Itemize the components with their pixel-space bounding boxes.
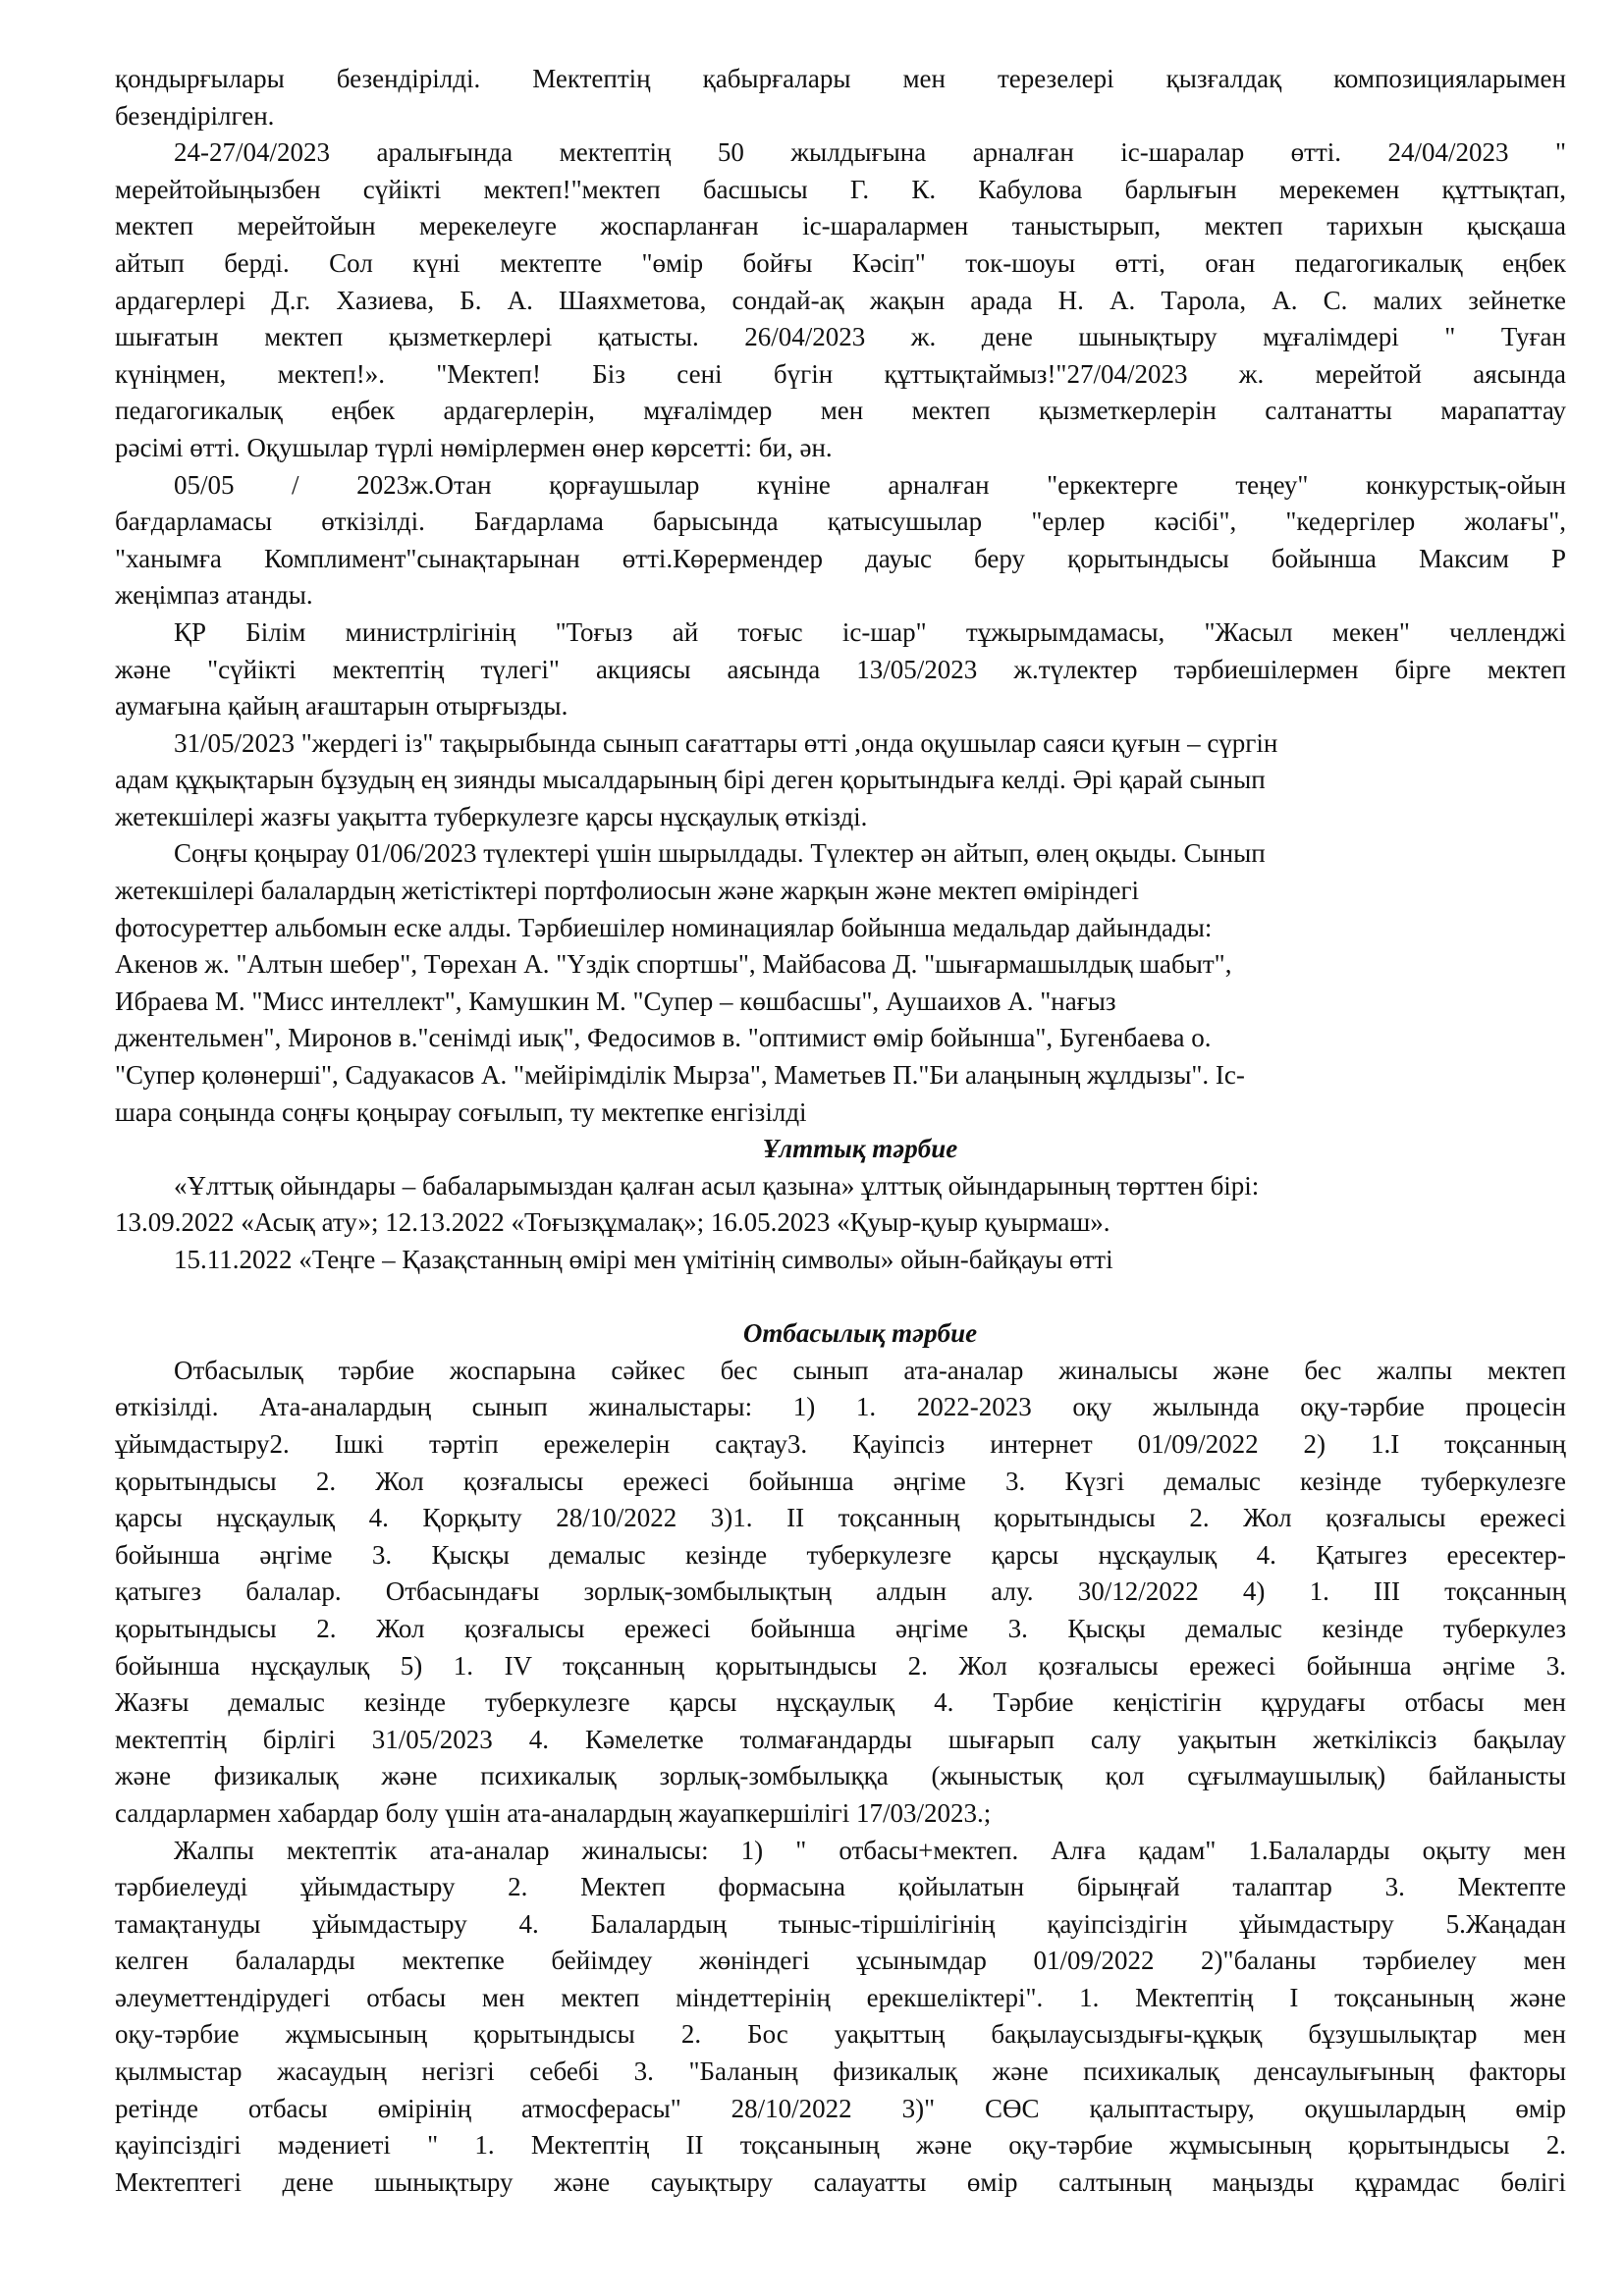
paragraph xyxy=(115,725,1566,836)
text-line: Мектептегі дене шынықтыру және сауықтыру салауатты өмір салтының маңызды құрамдас бөлігі xyxy=(115,2166,1566,2197)
text-line: қатыгез балалар. Отбасындағы зорлық-зомбылықтың алдын алу. 30/12/2022 4) 1. III тоқсанның xyxy=(115,1576,1566,1607)
text-line: тамақтануды ұйымдастыру 4. Балалардың тыныс-тіршілігінің қауіпсіздігін ұйымдастыру 5.Жаңадан xyxy=(115,1908,1566,1939)
text-line: қорытындысы 2. Жол қозғалысы ережесі бойынша әңгіме 3. Қысқы демалыс кезінде туберкулез xyxy=(115,1613,1566,1643)
paragraph xyxy=(115,1833,1566,2202)
text-line: мектеп мерейтойын мерекелеуге жоспарланған іс-шаралармен таныстырып, мектеп тарихын қысқаша xyxy=(115,211,1566,241)
text-line: ҚР Білім министрлігінің "Тоғыз ай тоғыс іс-шар" тұжырымдамасы, "Жасыл мекен" челленджі xyxy=(174,616,1566,647)
paragraph xyxy=(115,1353,1566,1833)
paragraph xyxy=(115,614,1566,725)
text-line: өткізілді. Ата-аналардың сынып жиналыстары: 1) 1. 2022-2023 оқу жылында оқу-тәрбие процесін xyxy=(115,1392,1566,1422)
text-line: рәсімі өтті. Оқушылар түрлі нөмірлермен өнер көрсетті: би, ән. xyxy=(115,432,833,462)
text-line: «Ұлттық ойындары – бабаларымыздан қалған асыл қазына» ұлттық ойындарының төрттен бірі: xyxy=(174,1170,1260,1201)
text-line: келген балаларды мектепке бейімдеу жөніндегі ұсынымдар 01/09/2022 2)"баланы тәрбиелеу мен xyxy=(115,1946,1566,1976)
text-line: күніңмен, мектеп!». "Мектеп! Біз сені бүгін құттықтаймыз!"27/04/2023 ж. мерейтой аясында xyxy=(115,358,1566,389)
text-line: Жазғы демалыс кезінде туберкулезге қарсы нұсқаулық 4. Тәрбие кеңістігін құрудағы отбасы мен xyxy=(115,1687,1566,1718)
text-line: қондырғылары безендірілді. Мектептің қабырғалары мен терезелері қызғалдақ композицияларымен xyxy=(115,64,1566,93)
text-line: жетекшілері балалардың жетістіктері портфолиосын және жарқын және мектеп өміріндегі xyxy=(115,876,1140,906)
section-heading: Отбасылық тәрбие xyxy=(742,1318,978,1349)
text-line: қорытындысы 2. Жол қозғалысы ережесі бойынша әңгіме 3. Күзгі демалыс кезінде туберкулезге xyxy=(115,1466,1566,1496)
text-line: мектептің бірлігі 31/05/2023 4. Кәмелетке толмағандарды шығарып салу уақытын жеткіліксіз бақылау xyxy=(115,1724,1566,1754)
text-line: 24-27/04/2023 аралығында мектептің 50 жылдығына арналған іс-шаралар өтті. 24/04/2023 " xyxy=(174,137,1566,168)
text-line: әлеуметтендірудегі отбасы мен мектеп міндеттерінің ерекшеліктері". 1. Мектептің I тоқсанының және xyxy=(115,1982,1566,2012)
text-line: 05/05 / 2023ж.Отан қорғаушылар күніне арналған "еркектерге теңеу" конкурстық-ойын xyxy=(174,469,1566,500)
text-line: және физикалық және психикалық зорлық-зомбылыққа (жыныстық қол сұғылмаушылық) байланысты xyxy=(115,1761,1566,1791)
paragraph xyxy=(115,835,1566,1131)
text-line: салдарлармен хабардар болу үшін ата-аналардың жауапкершілігі 17/03/2023.; xyxy=(115,1797,992,1828)
text-line: және "сүйікті мектептің түлегі" акциясы аясында 13/05/2023 ж.түлектер тәрбиешілермен бірге мектеп xyxy=(115,654,1566,684)
text-line: шығатын мектеп қызметкерлері қатысты. 26/04/2023 ж. дене шынықтыру мұғалімдері " Туған xyxy=(115,322,1566,352)
text-line: "Супер қолөнерші", Садуакасов А. "мейірімділік Мырза", Маметьев П."Би алаңының жұлдызы". Іс- xyxy=(115,1060,1245,1091)
text-line: фотосуреттер альбомын еске алды. Тәрбиешілер номинациялар бойынша медальдар дайындады: xyxy=(115,912,1213,942)
text-line: Соңғы қоңырау 01/06/2023 түлектері үшін шырылдады. Түлектер ән айтып, өлең оқыды. Сынып xyxy=(174,838,1266,869)
text-line: ұйымдастыру2. Ішкі тәртіп ережелерін сақтау3. Қауіпсіз интернет 01/09/2022 2) 1.I тоқсанның xyxy=(115,1428,1566,1459)
document-page xyxy=(115,61,1566,2201)
text-line: "ханымға Комплимент"сынақтарынан өтті.Көрермендер дауыс беру қорытындысы бойынша Максим Р xyxy=(115,543,1566,573)
text-line: джентельмен", Миронов в."сенімді иық", Федосимов в. "оптимист өмір бойынша", Бугенбаева о. xyxy=(115,1023,1212,1053)
text-line: қарсы нұсқаулық 4. Қорқыту 28/10/2022 3)1. II тоқсанның қорытындысы 2. Жол қозғалысы ережесі xyxy=(115,1503,1566,1533)
text-line: оқу-тәрбие жұмысының қорытындысы 2. Бос уақыттың бақылаусыздығы-құқық бұзушылықтар мен xyxy=(115,2019,1566,2050)
spacer xyxy=(115,1279,1566,1316)
text-line: Отбасылық тәрбие жоспарына сәйкес бес сынып ата-аналар жиналысы және бес жалпы мектеп xyxy=(174,1355,1566,1385)
text-line: қауіпсіздігі мәдениеті " 1. Мектептің II тоқсанының және оқу-тәрбие жұмысының қорытындысы 2. xyxy=(115,2130,1566,2161)
paragraph xyxy=(115,1242,1566,1279)
section-heading: Ұлттық тәрбие xyxy=(762,1134,958,1164)
text-line: жетекшілері жазғы уақытта туберкулезге қарсы нұсқаулық өткізді. xyxy=(115,801,868,831)
text-line: тәрбиелеуді ұйымдастыру 2. Мектеп формасына қойылатын бірыңғай талаптар 3. Мектепте xyxy=(115,1872,1566,1902)
text-line: жеңімпаз атанды. xyxy=(115,580,313,611)
text-line: бағдарламасы өткізілді. Бағдарлама барысында қатысушылар "ерлер кәсібі", "кедергілер жолағы", xyxy=(115,507,1566,537)
text-line: мерейтойыңызбен сүйікті мектеп!"мектеп басшысы Г. К. Кабулова барлығын мерекемен құттықтап, xyxy=(115,174,1566,204)
text-line: 15.11.2022 «Теңге – Қазақстанның өмірі мен үмітінің символы» ойын-байқауы өтті xyxy=(174,1245,1113,1274)
text-line: Жалпы мектептік ата-аналар жиналысы: 1) " отбасы+мектеп. Алға қадам" 1.Балаларды оқыту мен xyxy=(174,1835,1566,1865)
paragraph xyxy=(115,467,1566,614)
text-line: адам құқықтарын бұзудың ең зиянды мысалдарының бірі деген қорытындыға келді. Әрі қарай сынып xyxy=(115,765,1266,795)
text-line: педагогикалық еңбек ардагерлерін, мұғалімдер мен мектеп қызметкерлерін салтанатты марапаттау xyxy=(115,396,1566,426)
text-line: қылмыстар жасаудың негізгі себебі 3. "Баланың физикалық және психикалық денсаулығының факторы xyxy=(115,2056,1566,2087)
text-line: бойынша нұсқаулық 5) 1. IV тоқсанның қорытындысы 2. Жол қозғалысы ережесі бойынша әңгіме 3. xyxy=(115,1650,1566,1681)
paragraph xyxy=(115,61,1566,134)
text-line: 13.09.2022 «Асық ату»; 12.13.2022 «Тоғызқұмалақ»; 16.05.2023 «Қуыр-қуыр қуырмаш». xyxy=(115,1207,1110,1238)
text-line: безендірілген. xyxy=(115,100,275,131)
text-line: 31/05/2023 "жердегі із" тақырыбында сынып сағаттары өтті ,онда оқушылар саяси қуғын – сүргін xyxy=(174,727,1278,758)
text-line: ретінде отбасы өмірінің атмосферасы" 28/10/2022 3)" СӨС қалыптастыру, оқушылардың өмір xyxy=(115,2093,1566,2123)
text-line: айтып берді. Сол күні мектепте "өмір бойғы Кәсіп" ток-шоуы өтті, оған педагогикалық еңбек xyxy=(115,247,1566,278)
paragraph xyxy=(115,1168,1566,1242)
text-line: аумағына қайың ағаштарын отырғызды. xyxy=(115,691,568,721)
text-line: Акенов ж. "Алтын шебер", Төрехан А. "Үздік спортшы", Майбасова Д. "шығармашылдық шабыт", xyxy=(115,949,1232,980)
text-line: бойынша әңгіме 3. Қысқы демалыс кезінде туберкулезге қарсы нұсқаулық 4. Қатыгез ересектер- xyxy=(115,1539,1566,1570)
paragraph xyxy=(115,134,1566,466)
text-line: ардагерлері Д.г. Хазиева, Б. А. Шаяхметова, сондай-ақ жақын арада Н. А. Тарола, А. С. малих зейнетке xyxy=(115,285,1566,315)
text-line: шара соңында соңғы қоңырау соғылып, ту мектепке енгізілді xyxy=(115,1096,807,1127)
text-line: Ибраева М. "Мисс интеллект", Камушкин М. "Супер – көшбасшы", Аушаихов А. "нағыз xyxy=(115,986,1116,1016)
